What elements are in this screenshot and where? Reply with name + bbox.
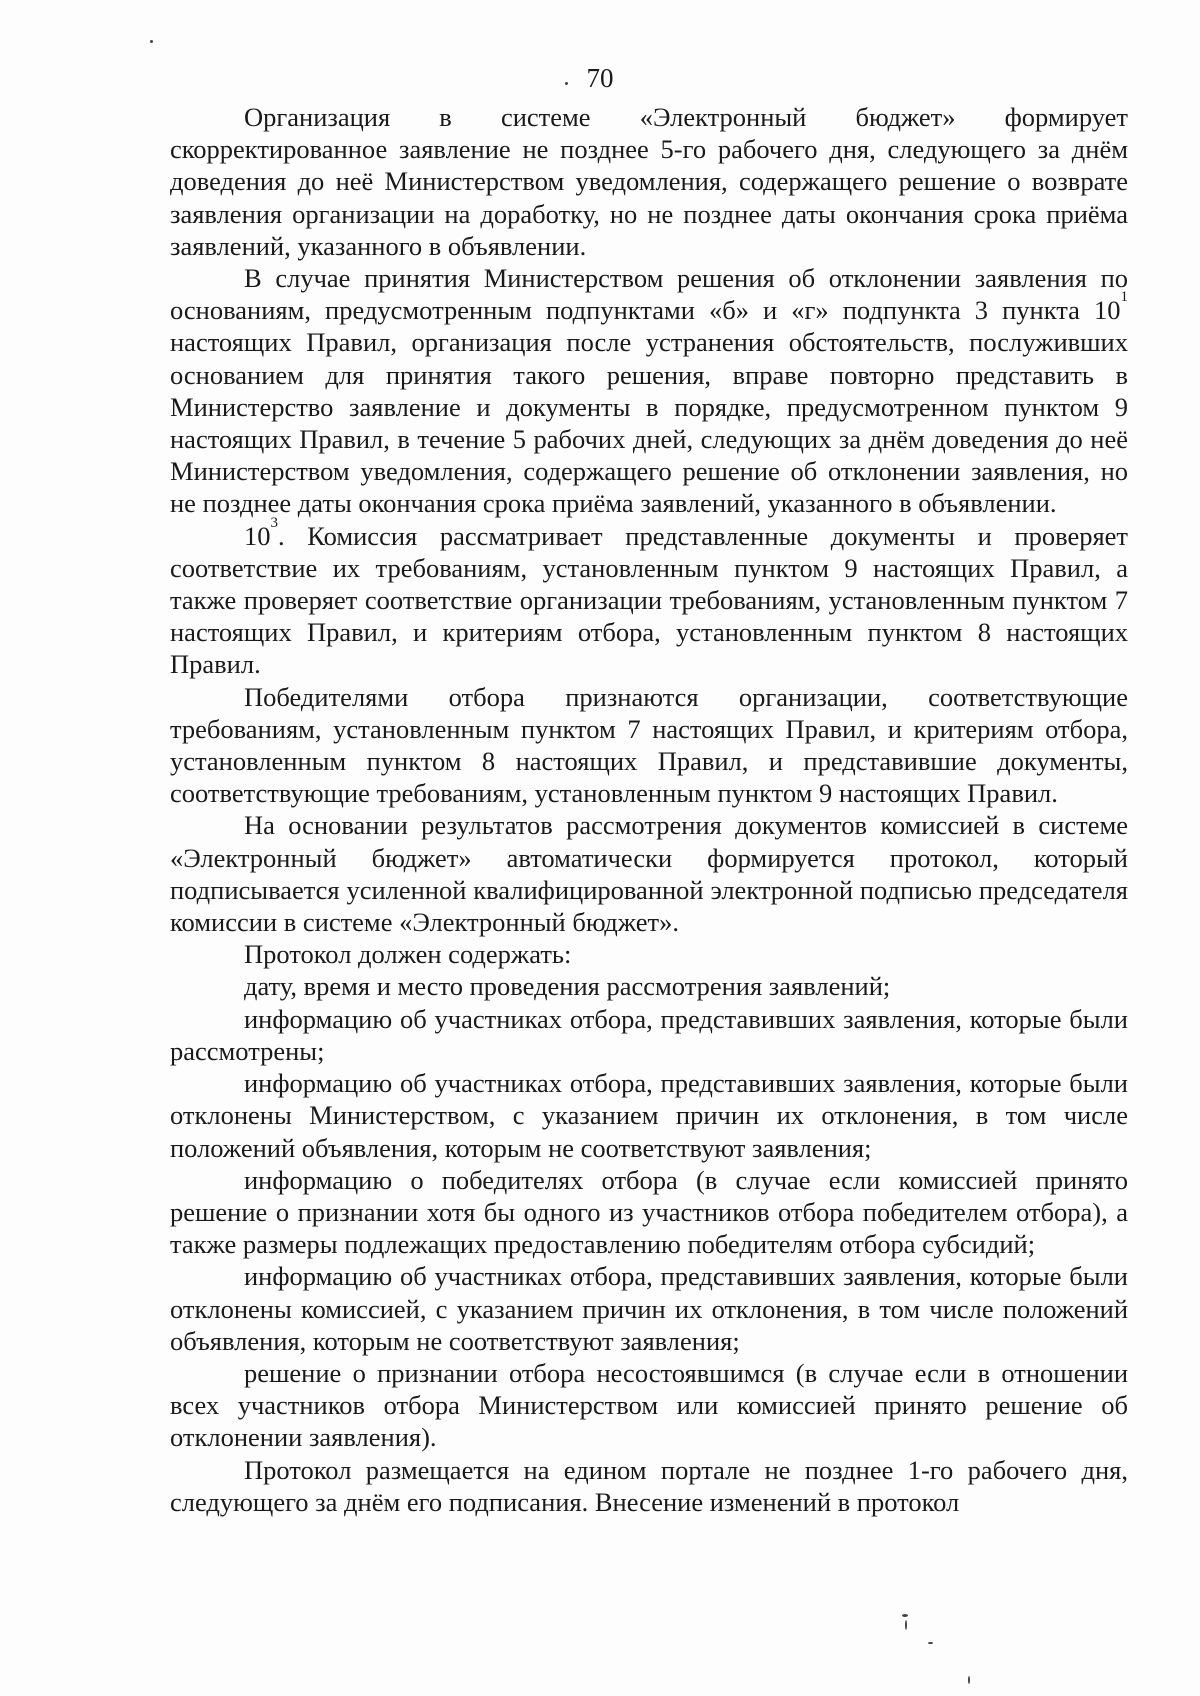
paragraph-text: В случае принятия Министерством решения об отклонении заявления по основаниям, предусмотренным подпунктами «б» и «г» подпункта 3 пункта 10 bbox=[170, 263, 1128, 326]
page-number: 70 bbox=[586, 63, 614, 93]
superscript: 1 bbox=[1120, 289, 1128, 306]
paragraph-protocol-publication: Протокол размещается на едином портале не позднее 1-го рабочего дня, следующего за днём его подписания. Внесение изменений в протокол bbox=[170, 1454, 1128, 1517]
scan-mark bbox=[905, 1620, 907, 1630]
scan-mark bbox=[902, 1614, 908, 1617]
scan-mark bbox=[928, 1642, 933, 1644]
document-body bbox=[170, 101, 1128, 1518]
paragraph-corrected-application: Организация в системе «Электронный бюджет» формирует скорректированное заявление не позднее 5-го рабочего дня, следующего за днём доведения до неё Министерством уведомления, содержащего решение о возврате заявления организации на доработку, но не позднее даты окончания срока приёма заявлений, указанного в объявлении. bbox=[170, 102, 1128, 261]
paragraph-text: . Комиссия рассматривает представленные документы и проверяет соответствие их требованиям, установленным пунктом 9 настоящих Правил, а также проверяет соответствие организации требованиям, установленным пунктом 7 настоящих Правил, и критериям отбора, установленным пунктом 8 настоящих Правил. bbox=[170, 520, 1128, 680]
list-item: информацию о победителях отбора (в случае если комиссией принято решение о признании хотя бы одного из участников отбора победителем отбора), а также размеры подлежащих предоставлению победителям отбора субсидий; bbox=[170, 1164, 1128, 1260]
paragraph-protocol-contents: Протокол должен содержать: bbox=[244, 939, 572, 970]
scan-mark bbox=[565, 82, 568, 85]
list-item: информацию об участниках отбора, представивших заявления, которые были отклонены Министерством, с указанием причин их отклонения, в том числе положений объявления, которым не соответствуют заявления; bbox=[170, 1068, 1128, 1163]
paragraph-text: настоящих Правил, организация после устранения обстоятельств, послуживших основанием для принятия такого решения, вправе повторно представить в Министерство заявление и документы в порядке, предусмотренном пунктом 9 настоящих Правил, в течение 5 рабочих дней, следующих за днём доведения до неё Министерством уведомления, содержащего решение об отклонении заявления, но не позднее даты окончания срока приёма заявлений, указанного в объявлении. bbox=[170, 327, 1128, 519]
paragraph-rejection-resubmission bbox=[170, 262, 1128, 520]
list-item: информацию об участниках отбора, представивших заявления, которые были рассмотрены; bbox=[170, 1003, 1128, 1066]
list-item: решение о признании отбора несостоявшимся (в случае если в отношении всех участников отбора Министерством или комиссией принято решение об отклонении заявления). bbox=[170, 1357, 1128, 1453]
scan-mark bbox=[150, 40, 153, 43]
clause-number: 10 bbox=[244, 520, 271, 551]
paragraph-protocol-formation: На основании результатов рассмотрения документов комиссией в системе «Электронный бюджет» автоматически формируется протокол, который подписывается усиленной квалифицированной электронной подписью председателя комиссии в системе «Электронный бюджет». bbox=[170, 810, 1128, 938]
paragraph-commission-review bbox=[170, 514, 1128, 681]
list-item: информацию об участниках отбора, представивших заявления, которые были отклонены комиссией, с указанием причин их отклонения, в том числе положений объявления, которым не соответствуют заявления; bbox=[170, 1261, 1128, 1356]
scan-mark bbox=[968, 1676, 970, 1684]
paragraph-selection-winners: Победителями отбора признаются организации, соответствующие требованиям, установленным пунктом 7 настоящих Правил, и критериям отбора, установленным пунктом 8 настоящих Правил, и представившие документы, соответствующие требованиям, установленным пунктом 9 настоящих Правил. bbox=[170, 681, 1128, 809]
superscript: 3 bbox=[270, 514, 278, 531]
list-item: дату, время и место проведения рассмотрения заявлений; bbox=[244, 971, 891, 1002]
